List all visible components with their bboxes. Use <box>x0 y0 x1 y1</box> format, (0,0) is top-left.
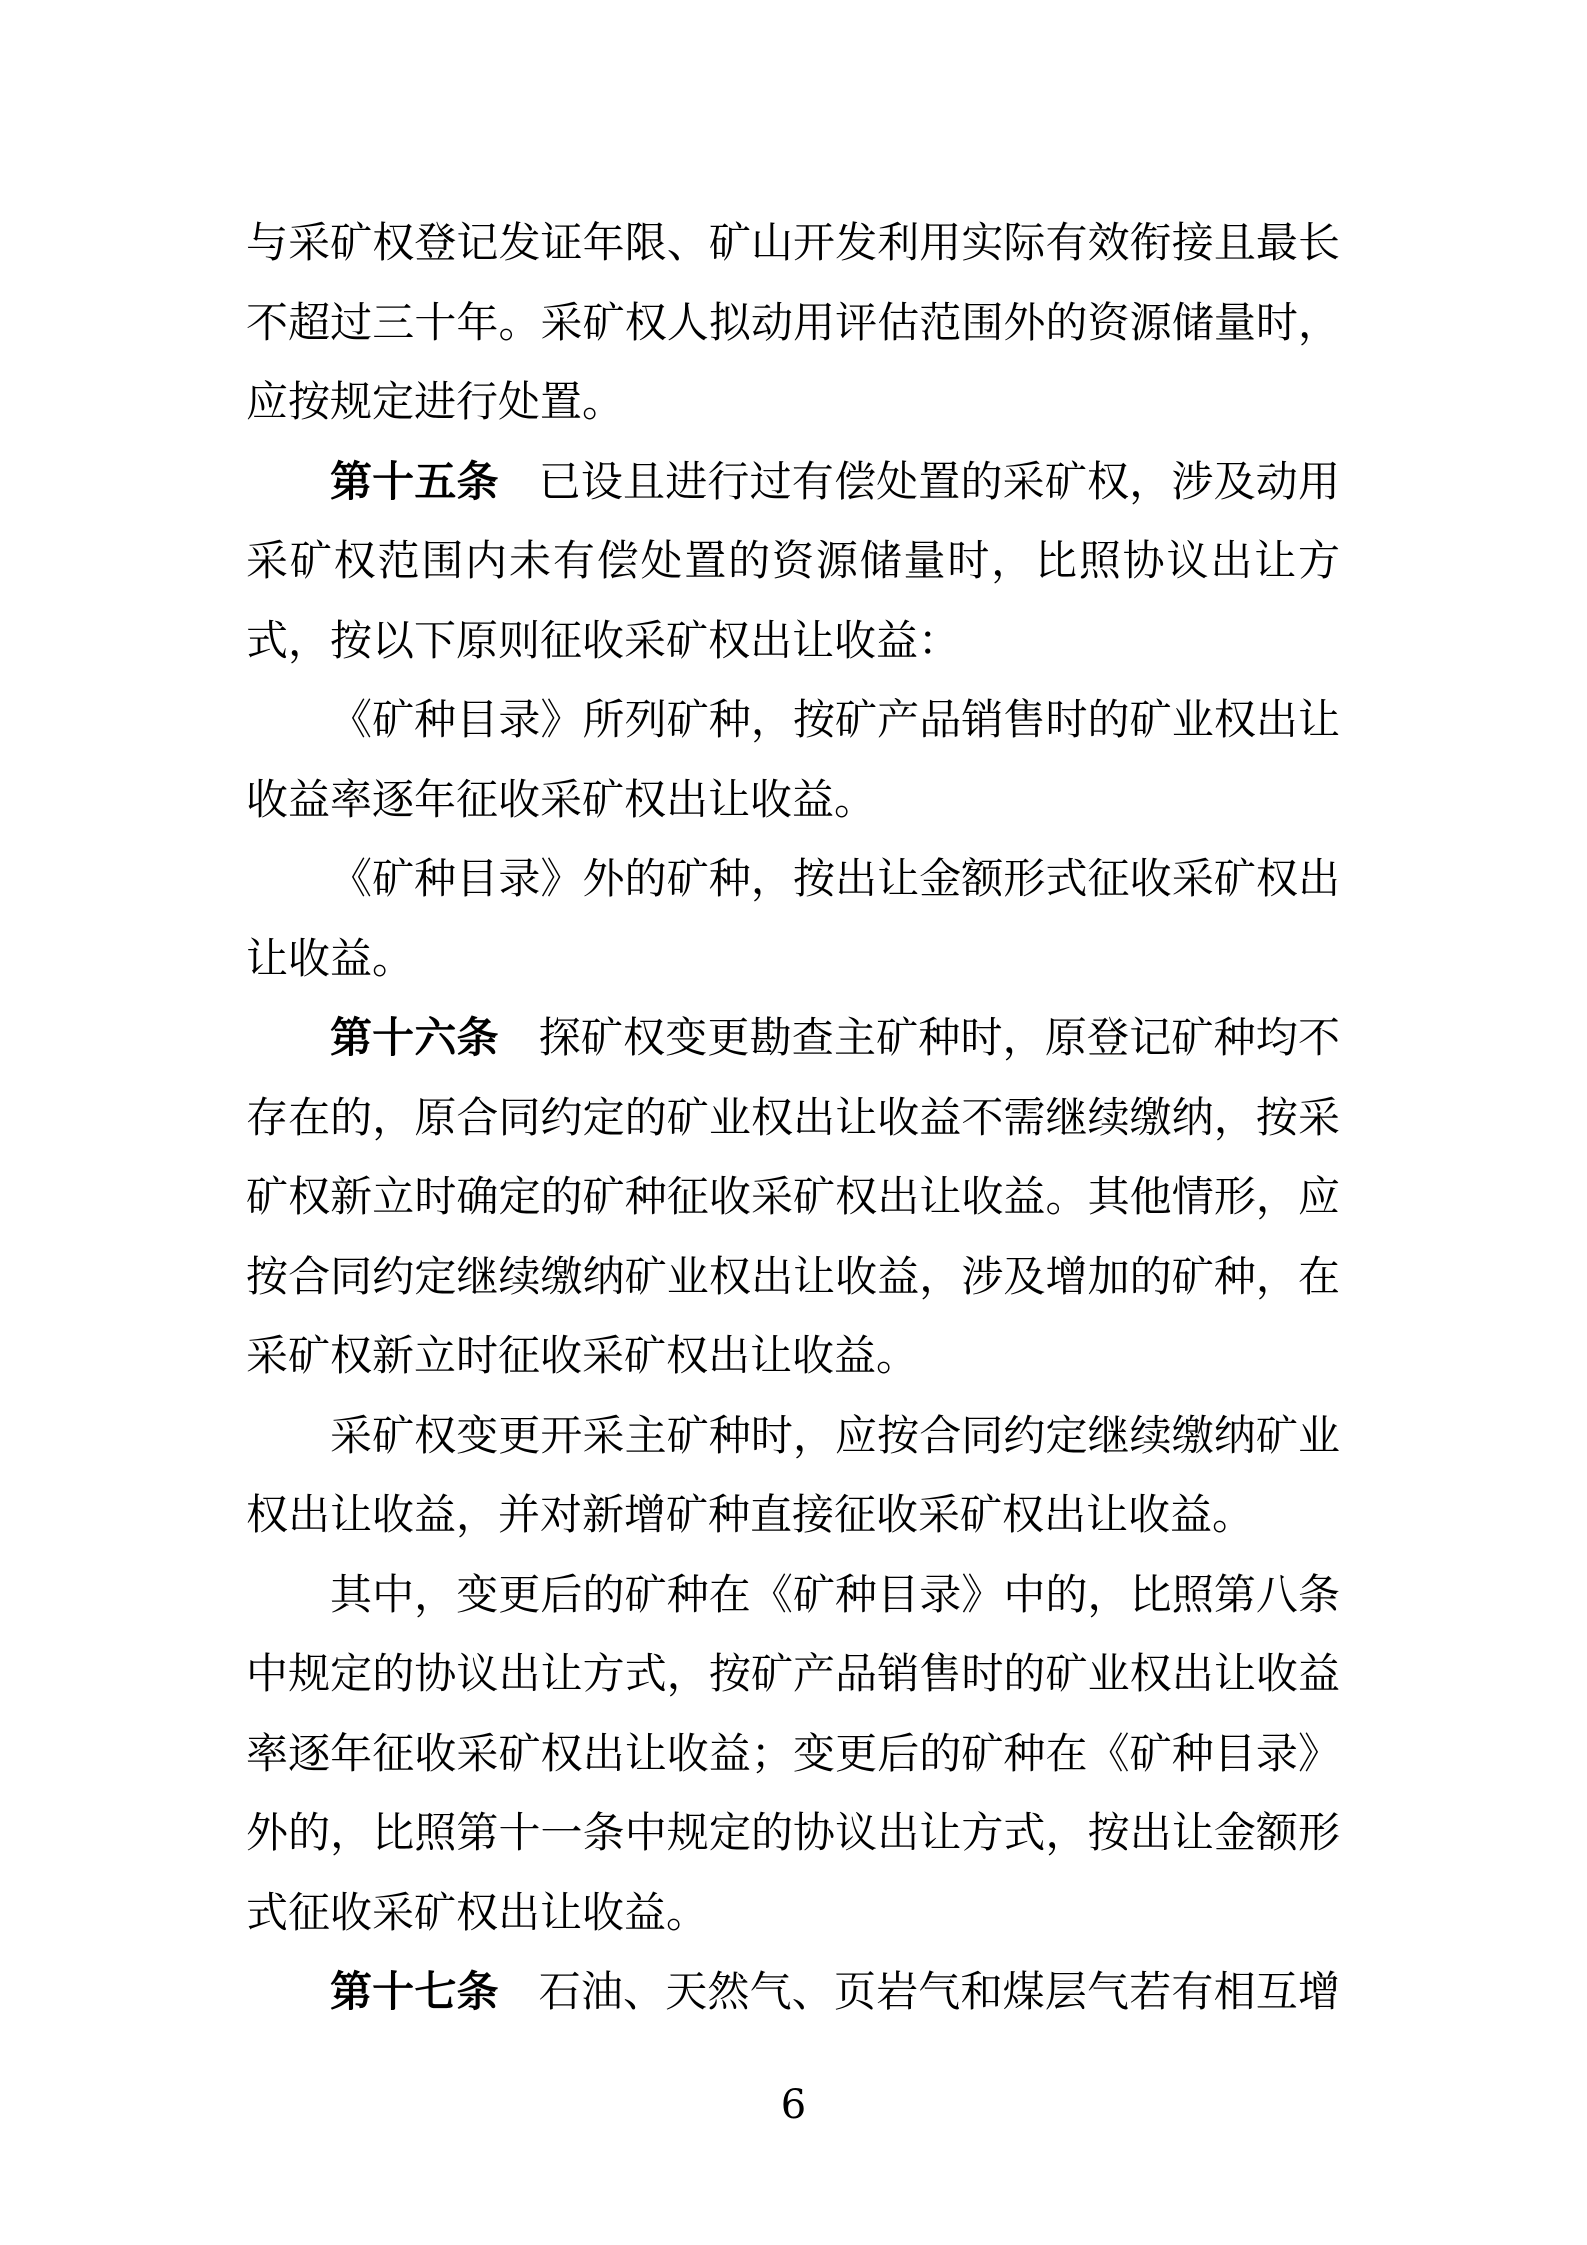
text-line <box>246 601 1340 681</box>
line-text: 收益率逐年征收采矿权出让收益。 <box>246 774 877 824</box>
text-line <box>246 1237 1340 1317</box>
line-text: 中规定的协议出让方式，按矿产品销售时的矿业权出让收益 <box>246 1649 1340 1698</box>
line-text: 存在的，原合同约定的矿业权出让收益不需继续缴纳，按采 <box>246 1092 1340 1142</box>
text-line <box>246 680 1340 760</box>
article-number: 第十六条 <box>330 1013 499 1062</box>
text-line <box>246 1714 1340 1794</box>
text-line <box>246 1555 1340 1635</box>
line-text: 不超过三十年。采矿权人拟动用评估范围外的资源储量时， <box>246 297 1340 347</box>
text-line-article-15 <box>246 442 1340 522</box>
page-number: 6 <box>780 2082 807 2128</box>
line-text: 外的，比照第十一条中规定的协议出让方式，按出让金额形 <box>246 1808 1340 1857</box>
text-line <box>246 919 1340 999</box>
text-line <box>246 839 1340 919</box>
line-text: 采矿权变更开采主矿种时，应按合同约定继续缴纳矿业 <box>330 1410 1340 1460</box>
line-text: 与采矿权登记发证年限、矿山开发利用实际有效衔接且最长 <box>246 218 1340 267</box>
line-text: 式，按以下原则征收采矿权出让收益： <box>246 615 961 665</box>
line-text: 已设且进行过有偿处置的采矿权，涉及动用 <box>538 456 1340 506</box>
text-line <box>246 1873 1340 1953</box>
line-text: 矿权新立时确定的矿种征收采矿权出让收益。其他情形，应 <box>246 1172 1340 1221</box>
line-text: 采矿权范围内未有偿处置的资源储量时，比照协议出让方 <box>246 536 1340 585</box>
text-line <box>246 362 1340 442</box>
line-text: 采矿权新立时征收采矿权出让收益。 <box>246 1331 919 1380</box>
document-text-block <box>246 203 1340 2032</box>
text-line <box>246 283 1340 363</box>
line-text: 按合同约定继续缴纳矿业权出让收益，涉及增加的矿种，在 <box>246 1251 1340 1301</box>
text-line <box>246 1396 1340 1476</box>
line-text: 应按规定进行处置。 <box>246 377 625 426</box>
line-text: 《矿种目录》外的矿种，按出让金额形式征收采矿权出 <box>330 854 1340 903</box>
text-line <box>246 1316 1340 1396</box>
text-line <box>246 1634 1340 1714</box>
text-line <box>246 1078 1340 1158</box>
article-number: 第十七条 <box>330 1967 499 2016</box>
text-line <box>246 203 1340 283</box>
line-text: 权出让收益，并对新增矿种直接征收采矿权出让收益。 <box>246 1490 1255 1539</box>
line-text: 探矿权变更勘查主矿种时，原登记矿种均不 <box>538 1013 1340 1062</box>
text-line <box>246 1475 1340 1555</box>
text-line-article-16 <box>246 998 1340 1078</box>
text-line <box>246 760 1340 840</box>
article-number: 第十五条 <box>330 456 499 506</box>
line-text: 让收益。 <box>246 933 415 983</box>
line-text: 式征收采矿权出让收益。 <box>246 1887 709 1937</box>
line-text: 石油、天然气、页岩气和煤层气若有相互增 <box>538 1967 1340 2016</box>
line-text: 其中，变更后的矿种在《矿种目录》中的，比照第八条 <box>330 1569 1340 1619</box>
line-text: 《矿种目录》所列矿种，按矿产品销售时的矿业权出让 <box>330 695 1340 744</box>
text-line-article-17 <box>246 1952 1340 2032</box>
text-line <box>246 1793 1340 1873</box>
text-line <box>246 1157 1340 1237</box>
text-line <box>246 521 1340 601</box>
line-text: 率逐年征收采矿权出让收益；变更后的矿种在《矿种目录》 <box>246 1728 1340 1778</box>
